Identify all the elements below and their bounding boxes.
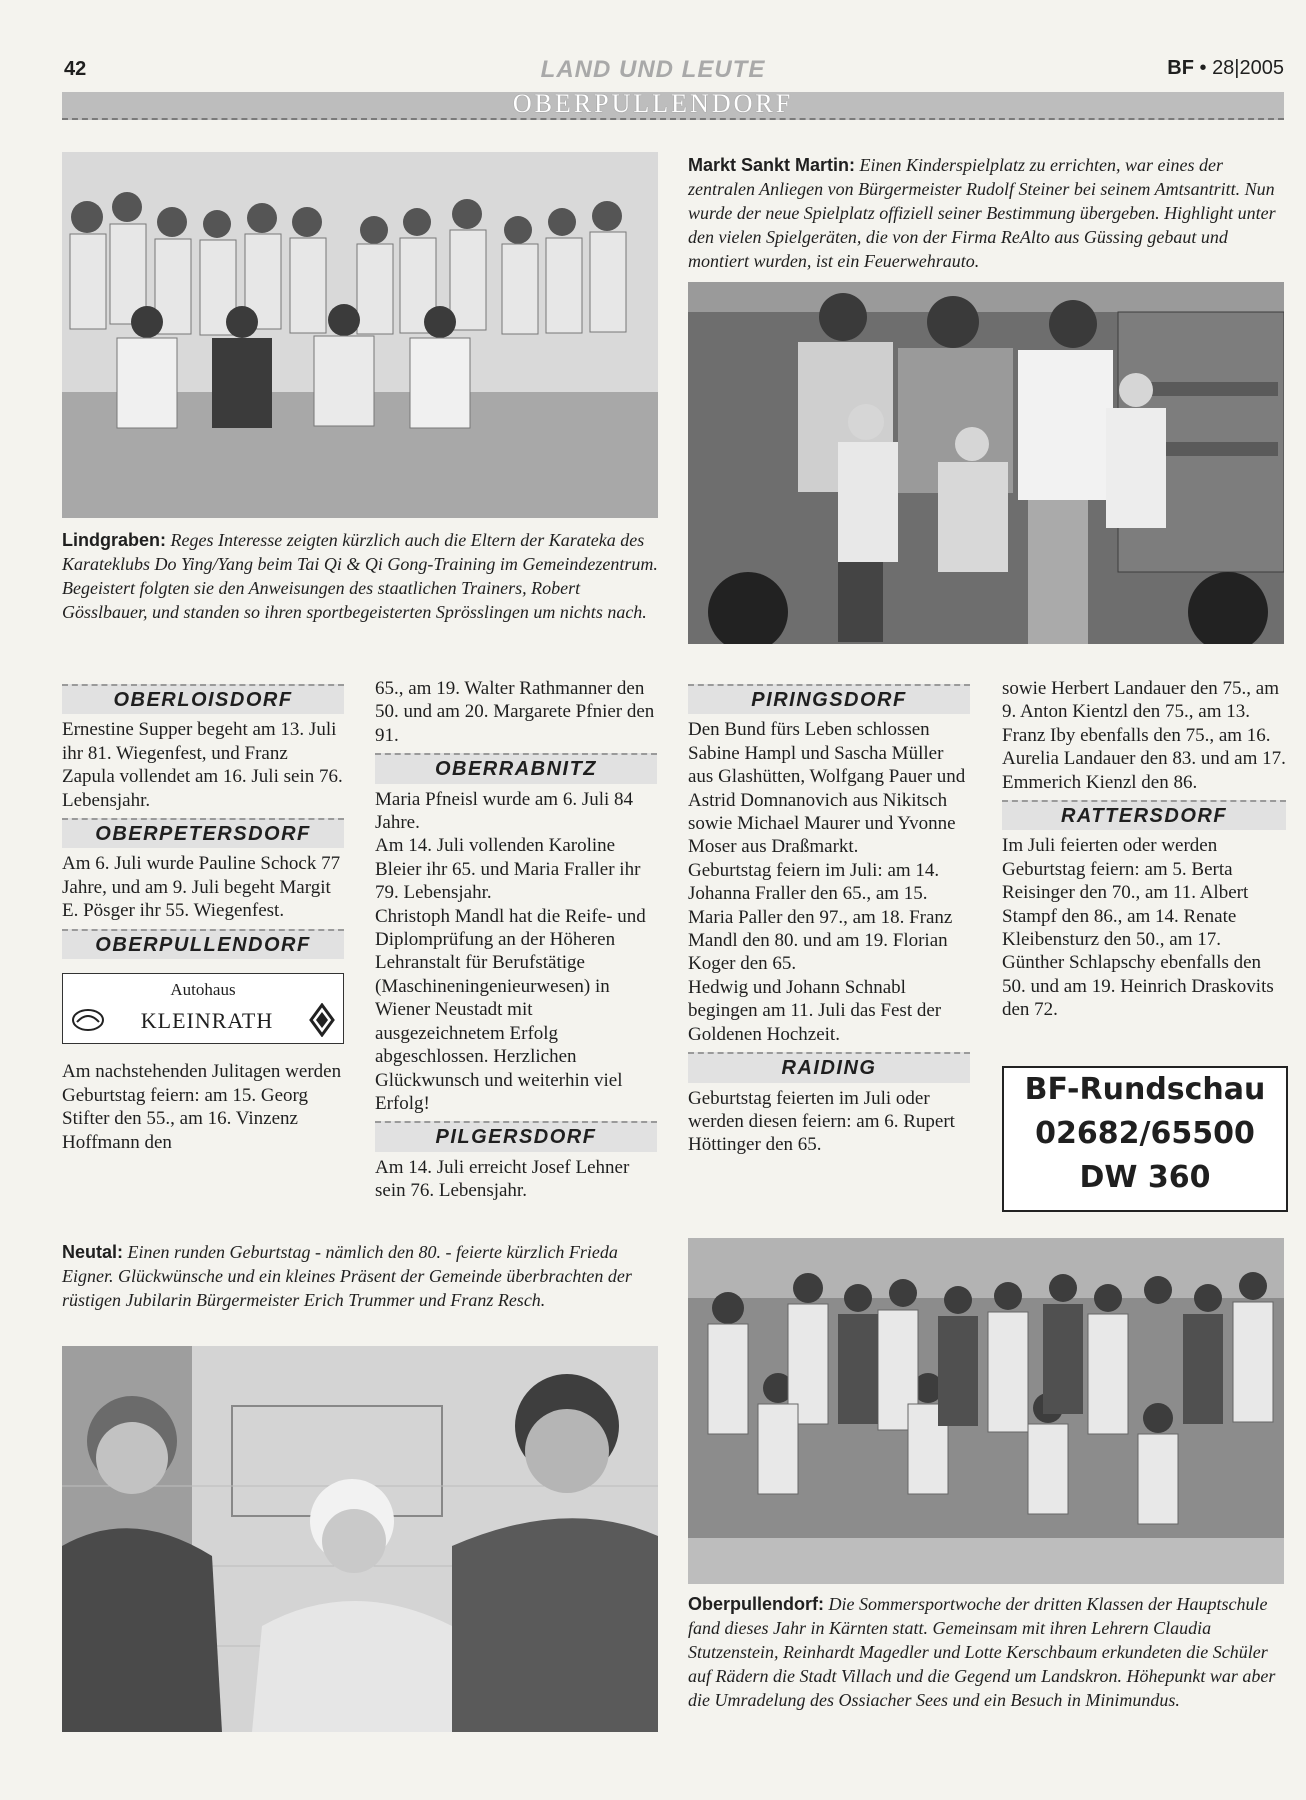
neutal-birthday-photo <box>62 1346 658 1732</box>
section-heading-piringsdorf: PIRINGSDORF <box>688 684 970 714</box>
col2-continued-text: 65., am 19. Walter Rathmanner den 50. und am 20. Margarete Pfnier den 91. <box>375 678 655 746</box>
piringsdorf-text-1: Den Bund fürs Leben schlossen Sabine Hampl und Sascha Müller aus Glashütten, Wolfgang Pauer und Astrid Domnanovich aus Nikitsch sowie Michael Maurer und Yvonne Moser aus Draßmarkt. <box>688 719 966 858</box>
ad-line1: Autohaus <box>170 980 236 1000</box>
piringsdorf-text-3: Hedwig und Johann Schnabl begingen am 11. Juli das Fest der Goldenen Hochzeit. <box>688 976 942 1045</box>
caption-lead: Oberpullendorf: <box>688 1594 824 1614</box>
section-heading-rattersdorf: RATTERSDORF <box>1002 800 1286 830</box>
section-heading-oberloisdorf: OBERLOISDORF <box>62 684 344 714</box>
oberrabnitz-text-1: Maria Pfneisl wurde am 6. Juli 84 Jahre. <box>375 788 634 834</box>
section-heading-oberpullendorf: OBERPULLENDORF <box>62 929 344 959</box>
issue-number: 28|2005 <box>1212 57 1284 79</box>
markt-sankt-martin-caption <box>688 153 1286 273</box>
oberloisdorf-text: Ernestine Supper begeht am 13. Juli ihr 81. Wiegenfest, und Franz Zapula vollendet am 16. Juli sein 76. Lebensjahr. <box>62 719 343 811</box>
column-2 <box>375 677 657 1203</box>
raiding-text: Geburtstag feierten im Juli oder werden diesen feiern: am 6. Rupert Höttinger den 65. <box>688 1087 955 1156</box>
col4-continued-text: sowie Herbert Landauer den 75., am 9. Anton Kientzl den 75., am 13. Franz Iby ebenfalls den 75., am 16. Aurelia Landauer den 83. und am 17. Emmerich Kienzl den 86. <box>1002 678 1286 793</box>
autohaus-ad <box>62 973 344 1044</box>
page-number: 42 <box>64 58 87 80</box>
issue-bullet: • <box>1199 57 1207 79</box>
oberrabnitz-text-3: Christoph Mandl hat die Reife- und Diplomprüfung an der Höheren Lehranstalt für Berufstätige (Maschineningenieurwesen) in Wiener Neustadt mit ausgezeichnetem Erfolg abgeschlossen. Herzlichen Glückwunsch und weiterhin viel Erfolg! <box>375 905 646 1114</box>
renault-logo-icon <box>309 1003 335 1037</box>
caption-text: Reges Interesse zeigten kürzlich auch die Eltern der Karateka des Karateklubs Do Ying/Yang beim Tai Qi & Qi Gong-Training im Gemeindezentrum. Begeistert folgten sie den Anweisungen des staatlichen Trainers, Robert Gösslbauer, und standen so ihren sportbegeisterten Sprösslingen um nichts nach. <box>62 530 658 622</box>
oberrabnitz-text-2: Am 14. Juli vollenden Karoline Bleier ihr 65. und Maria Fraller ihr 79. Lebensjahr. <box>375 835 641 904</box>
mazda-logo-icon <box>71 1008 105 1032</box>
caption-lead: Markt Sankt Martin: <box>688 155 856 175</box>
section-heading-oberpetersdorf: OBERPETERSDORF <box>62 818 344 848</box>
neutal-caption <box>62 1240 658 1312</box>
caption-lead: Neutal: <box>62 1242 124 1262</box>
ad-line2: KLEINRATH <box>140 1007 274 1033</box>
piringsdorf-text-2: Geburtstag feiern im Juli: am 14. Johanna Fraller den 65., am 15. Maria Paller den 97., am 18. Franz Mandl den 80. und am 19. Florian Koger den 65. <box>688 859 953 975</box>
contact-line2: 02682/65500 <box>1035 1116 1255 1151</box>
lindgraben-caption <box>62 528 658 624</box>
issue-brand: BF <box>1167 57 1194 79</box>
section-heading-pilgersdorf: PILGERSDORF <box>375 1121 657 1151</box>
column-4 <box>1002 677 1286 1022</box>
contact-line1: BF-Rundschau <box>1024 1072 1266 1107</box>
column-3 <box>688 678 970 1157</box>
caption-text: Einen Kinderspielplatz zu errichten, war eines der zentralen Anliegen von Bürgermeister Rudolf Steiner bei seinem Amtsantritt. Nun wurde der neue Spielplatz offiziell seiner Bestimmung übergeben. Highlight unter den vielen Spielgeräten, die von der Firma ReAlto aus Güssing gebaut und montiert wurden, ist ein Feuerwehrauto. <box>688 155 1276 271</box>
lindgraben-group-photo <box>62 152 658 518</box>
oberpetersdorf-text: Am 6. Juli wurde Pauline Schock 77 Jahre, und am 9. Juli begeht Margit E. Pösger ihr 55. Wiegenfest. <box>62 853 341 922</box>
ad-line2-row <box>63 1003 343 1037</box>
issue-label <box>1167 57 1284 80</box>
contact-line3: DW 360 <box>1079 1160 1211 1195</box>
caption-lead: Lindgraben: <box>62 530 166 550</box>
running-head: LAND UND LEUTE <box>540 56 766 83</box>
oberpullendorf-students-photo <box>688 1238 1284 1584</box>
banner-title: OBERPULLENDORF <box>512 89 794 118</box>
section-heading-raiding: RAIDING <box>688 1052 970 1082</box>
section-heading-oberrabnitz: OBERRABNITZ <box>375 753 657 783</box>
caption-text: Einen runden Geburtstag - nämlich den 80. - feierte kürzlich Frieda Eigner. Glückwünsche und ein kleines Präsent der Gemeinde überbrachten der rüstigen Jubilarin Bürgermeister Erich Trummer und Franz Resch. <box>62 1242 632 1310</box>
bf-rundschau-contact-box <box>1002 1066 1288 1212</box>
playground-photo <box>688 282 1284 644</box>
caption-text: Die Sommersportwoche der dritten Klassen der Hauptschule fand dieses Jahr in Kärnten statt. Gemeinsam mit ihren Lehrern Claudia Stutzenstein, Reinhardt Magedler und Lotte Kerschbaum erkundeten die Schüler auf Rädern die Stadt Villach und die Gegend um Landskron. Höhepunkt war aber die Umradelung des Ossiacher Sees und ein Besuch in Minimundus. <box>688 1594 1276 1710</box>
oberpullendorf-caption <box>688 1592 1286 1712</box>
oberpullendorf-text: Am nachstehenden Julitagen werden Geburtstag feiern: am 15. Georg Stifter den 55., am 16. Vinzenz Hoffmann den <box>62 1061 342 1153</box>
column-1 <box>62 678 344 1154</box>
rattersdorf-text: Im Juli feierten oder werden Geburtstag feiern: am 5. Berta Reisinger den 70., am 11. Albert Stampf den 86., am 14. Renate Kleibensturz den 50., am 17. Günther Schlapschy ebenfalls den 50. und am 19. Heinrich Draskovits den 72. <box>1002 835 1274 1021</box>
pilgersdorf-text: Am 14. Juli erreicht Josef Lehner sein 76. Lebensjahr. <box>375 1156 630 1202</box>
